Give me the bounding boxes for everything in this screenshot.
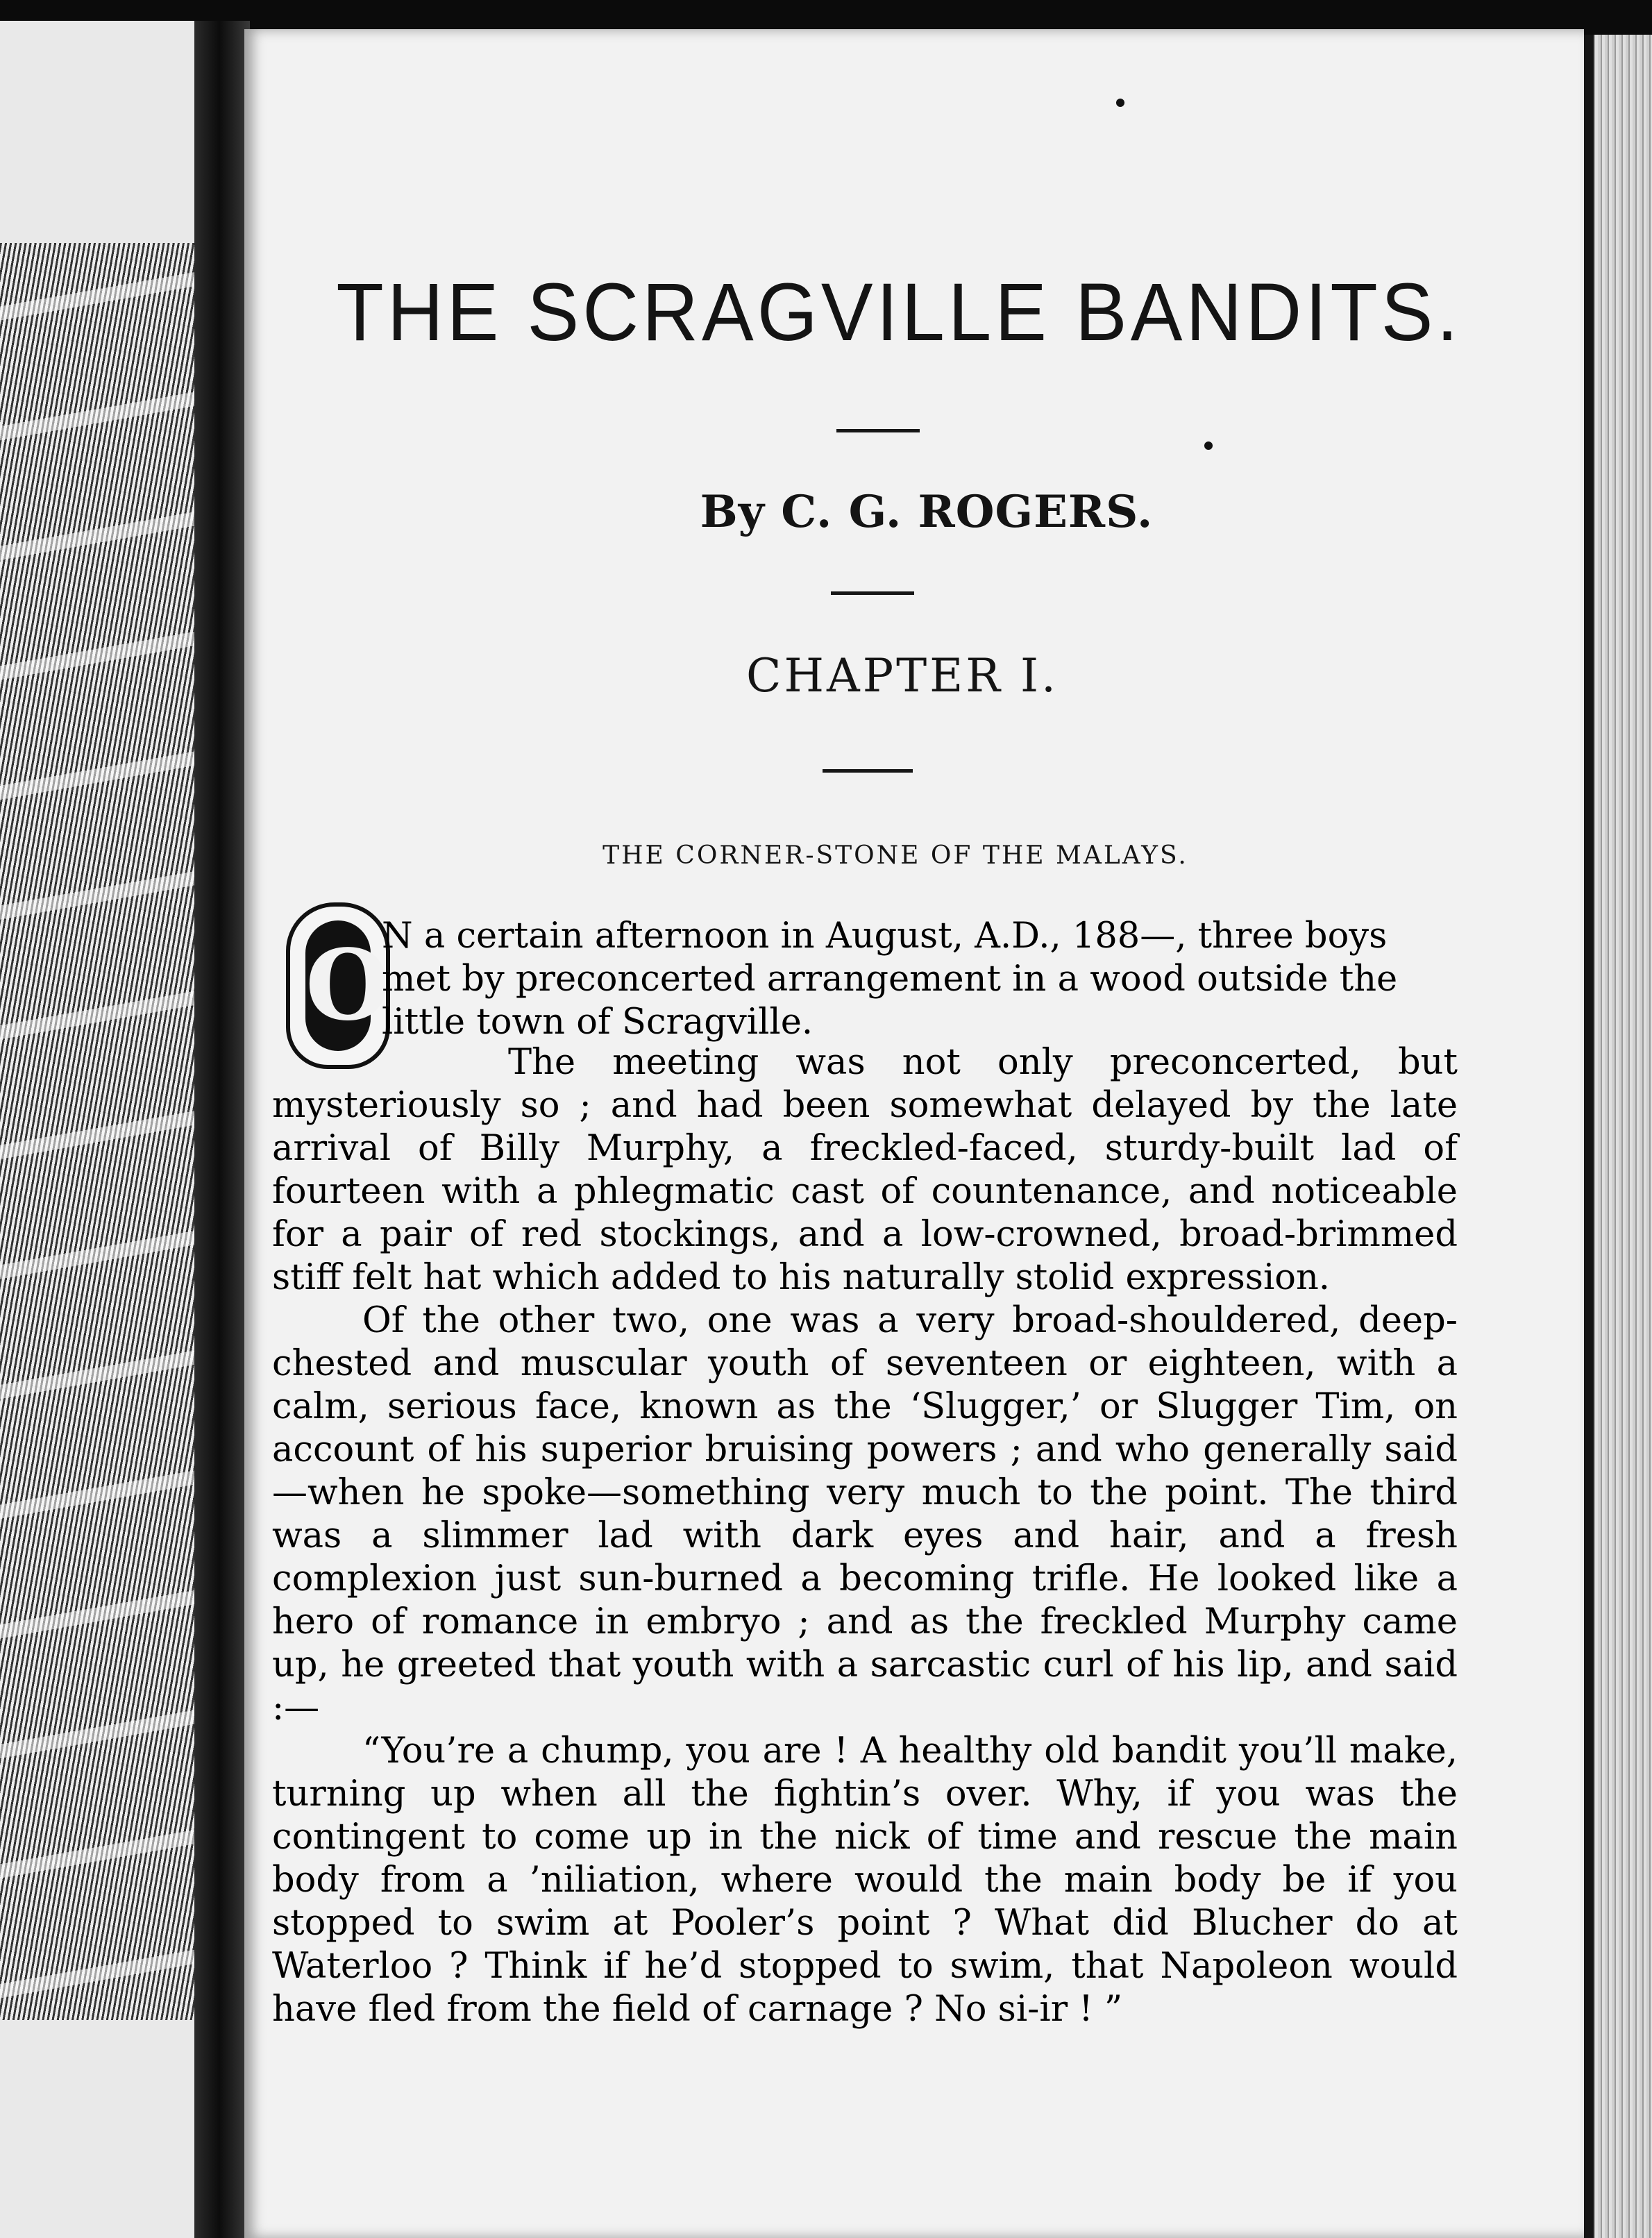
author-byline: By C. G. ROGERS. [700,486,1154,538]
opening-line: N a certain afternoon in August, A.D., 188—, three boys [382,916,1388,957]
chapter-subtitle: THE CORNER-STONE OF THE MALAYS. [602,841,1188,870]
chapter-heading: CHAPTER I. [745,649,1059,702]
engraving-illustration [0,243,208,2020]
paragraph: Of the other two, one was a very broad-shouldered, deep-chested and muscular youth of seventeen or eighteen, with a calm, serious face, known as the ‘Slugger,’ or Slugger Tim, on account of his superior bruising powers ; and who generally said—when he spoke—something very much to the point. The third was a slimmer lad with dark eyes and hair, and a fresh complexion just sun-burned a becoming trifle. He looked like a hero of romance in embryo ; and as the freckled Murphy came up, he greeted that youth with a sarcastic curl of his lip, and said :— [272,1300,1458,1728]
paragraph: “You’re a chump, you are ! A healthy old bandit you’ll make, turning up when all the fightin’s over. Why, if you was the contingent to come up in the nick of time and rescue the main body from a ’niliation, where would the main body be if you stopped to swim at Pooler’s point ? What did Blucher do at Waterloo ? Think if he’d stopped to swim, that Napoleon would have fled from the field of carnage ? No si-ir ! ” [272,1731,1458,2030]
drop-cap-letter: O [305,920,371,1051]
book-gutter [194,21,250,2238]
body-text [272,1041,1458,2031]
page-edges [1584,35,1652,2238]
speck-mark [1116,99,1124,107]
story-title: THE SCRAGVILLE BANDITS. [336,266,1462,358]
byline-divider [831,591,914,595]
title-divider [836,429,920,432]
opening-line: little town of Scragville. [382,1002,814,1043]
opening-line: met by preconcerted arrangement in a wood outside the [382,959,1398,1000]
opening-lines [382,915,1465,1044]
speck-mark [1204,441,1213,450]
chapter-divider [823,769,913,773]
paragraph: The meeting was not only preconcerted, but mysteriously so ; and had been somewhat delayed by the late arrival of Billy Murphy, a freckled-faced, sturdy-built lad of fourteen with a phlegmatic cast of countenance, and noticeable for a pair of red stockings, and a low-crowned, broad-brimmed stiff felt hat which added to his naturally stolid expression. [272,1042,1458,1298]
